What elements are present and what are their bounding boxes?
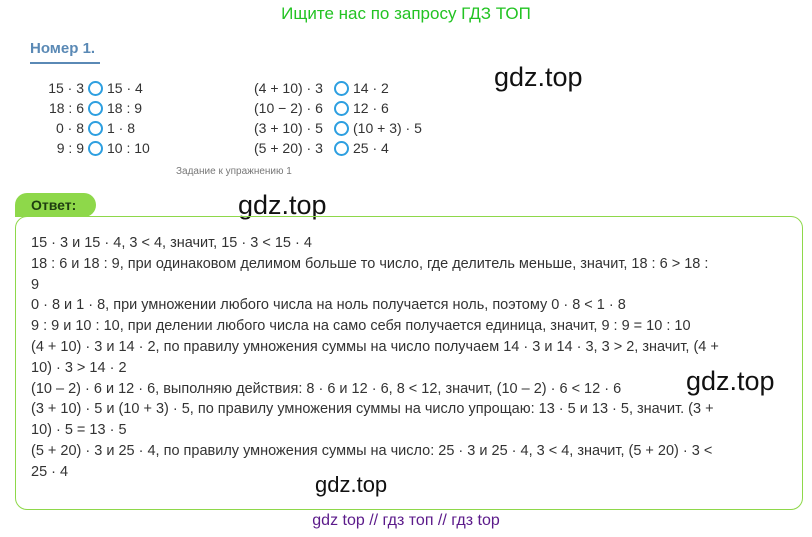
expression-right: (10 + 3) · 5 xyxy=(353,120,422,136)
watermark: gdz.top xyxy=(315,472,388,497)
exercise-row xyxy=(254,98,422,118)
answer-line: 9 : 9 и 10 : 10, при делении любого числа на само себя получается единица, значит, 9 : 9 = 10 : 10 xyxy=(31,318,691,335)
expression-left: (3 + 10) · 5 xyxy=(254,120,323,136)
answer-badge: Ответ: xyxy=(15,193,96,217)
answer-line: (3 + 10) · 5 и (10 + 3) · 5, по правилу умножения суммы на число упрощаю: 13 · 5 и 13 · 5, значит. (3 + xyxy=(31,401,714,418)
expression-right: 14 · 2 xyxy=(353,80,389,96)
exercise-caption: Задание к упражнению 1 xyxy=(176,166,292,177)
exercise-row xyxy=(254,138,422,158)
answer-line: (10 – 2) · 6 и 12 · 6, выполняю действия: 8 · 6 и 12 · 6, 8 < 12, значит, (10 – 2) · 6 < 12 · 6 xyxy=(31,380,622,397)
answer-line: 9 xyxy=(31,276,40,293)
expression-right: 10 : 10 xyxy=(107,140,150,156)
expression-right: 1 · 8 xyxy=(107,120,136,136)
exercise-row xyxy=(254,118,422,138)
expression-left: 0 · 8 xyxy=(55,120,84,136)
comparison-circle xyxy=(88,121,103,136)
exercise-row xyxy=(46,118,150,138)
expression-left: (10 − 2) · 6 xyxy=(254,100,323,116)
expression-left: (4 + 10) · 3 xyxy=(254,80,323,96)
comparison-circle xyxy=(334,121,349,136)
expression-left: 15 · 3 xyxy=(48,80,84,96)
answer-line: 25 · 4 xyxy=(31,463,69,480)
exercise-column-right xyxy=(254,78,422,158)
expression-left: (5 + 20) · 3 xyxy=(254,140,323,156)
task-title-underline xyxy=(30,62,100,64)
answer-line: 10) · 5 = 13 · 5 xyxy=(31,422,127,439)
expression-right: 25 · 4 xyxy=(353,140,389,156)
expression-right: 18 : 9 xyxy=(107,100,143,116)
answer-line: (5 + 20) · 3 и 25 · 4, по правилу умножения суммы на число: 25 · 3 и 25 · 4, 3 < 4, значит, (5 + 20) · 3 < xyxy=(31,442,713,459)
expression-left: 18 : 6 xyxy=(48,100,84,116)
exercise-row xyxy=(46,138,150,158)
top-banner: Ищите нас по запросу ГДЗ ТОП xyxy=(281,4,531,23)
watermark: gdz.top xyxy=(238,190,327,220)
comparison-circle xyxy=(334,81,349,96)
exercise-row xyxy=(46,78,150,98)
exercise-row xyxy=(46,98,150,118)
comparison-circle xyxy=(88,81,103,96)
task-title: Номер 1. xyxy=(30,40,96,57)
exercise-column-left xyxy=(46,78,150,158)
watermark: gdz.top xyxy=(686,366,775,396)
expression-right: 15 · 4 xyxy=(107,80,143,96)
comparison-circle xyxy=(88,101,103,116)
answer-line: 15 · 3 и 15 · 4, 3 < 4, значит, 15 · 3 < 15 · 4 xyxy=(31,235,312,251)
exercise-row xyxy=(254,78,422,98)
footer-links: gdz top // гдз топ // гдз top xyxy=(312,512,500,529)
answer-line: 0 · 8 и 1 · 8, при умножении любого числа на ноль получается ноль, поэтому 0 · 8 < 1 · 8 xyxy=(31,297,626,314)
comparison-circle xyxy=(334,101,349,116)
answer-line: 18 : 6 и 18 : 9, при одинаковом делимом больше то число, где делитель меньше, значит, 18 : 6 > 18 : xyxy=(31,255,709,272)
expression-right: 12 · 6 xyxy=(353,100,389,116)
watermark: gdz.top xyxy=(494,62,583,92)
comparison-circle xyxy=(334,141,349,156)
answer-line: (4 + 10) · 3 и 14 · 2, по правилу умножения суммы на число получаем 14 · 3 и 14 · 3, 3 > 2, значит, (4 + xyxy=(31,338,719,355)
answer-text xyxy=(31,233,787,483)
answer-line: 10) · 3 > 14 · 2 xyxy=(31,359,127,376)
expression-left: 9 : 9 xyxy=(56,140,84,156)
comparison-circle xyxy=(88,141,103,156)
